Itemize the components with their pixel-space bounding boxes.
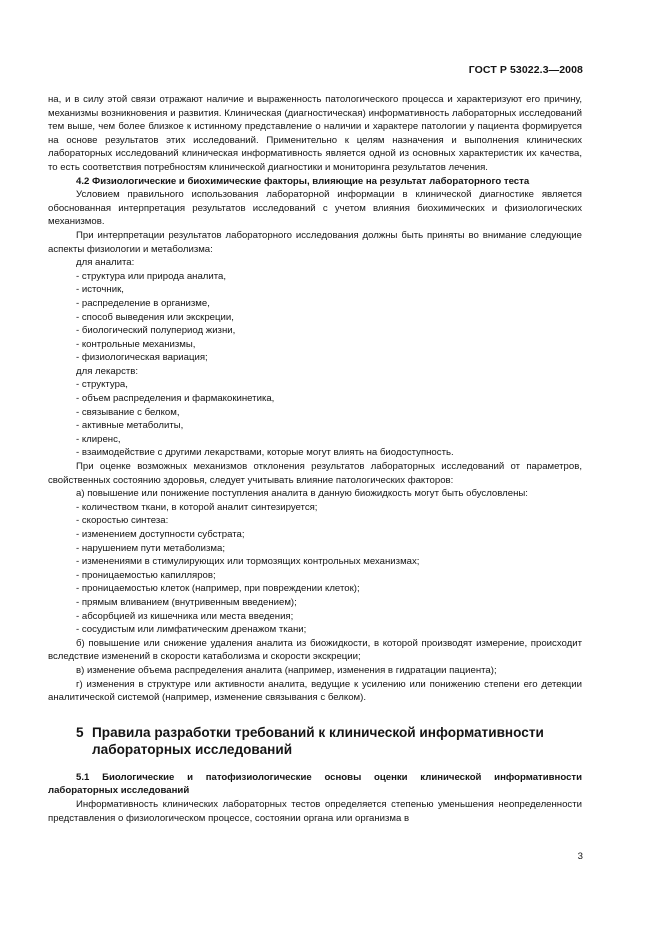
list-item: - способ выведения или экскреции, — [76, 311, 234, 323]
document-code: ГОСТ Р 53022.3—2008 — [468, 64, 583, 76]
list-item: - связывание с белком, — [76, 406, 180, 418]
list-item: - нарушением пути метаболизма; — [76, 542, 226, 554]
section-number: 5 — [76, 724, 84, 740]
list-item: - скоростью синтеза: — [76, 515, 169, 527]
paragraph: Информативность клинических лабораторных тестов определяется степенью уменьшения неопределенности представления о физиологическом процессе, состоянии органа или организма в — [48, 798, 582, 824]
subsection-heading: 4.2 Физиологические и биохимические факторы, влияющие на результат лабораторного теста — [76, 175, 530, 187]
paragraph: в) изменение объема распределения аналита (например, изменения в гидратации пациента); — [76, 664, 497, 676]
paragraph: г) изменения в структуре или активности аналита, ведущие к усилению или понижению степени его детекции аналитической системой (например, изменение связывания с белком). — [48, 678, 582, 704]
list-item: - активные метаболиты, — [76, 420, 184, 432]
list-item: - контрольные механизмы, — [76, 338, 196, 350]
section-heading — [48, 724, 582, 758]
list-item: - сосудистым или лимфатическим дренажом ткани; — [76, 624, 307, 636]
list-item: - изменениями в стимулирующих или тормозящих контрольных механизмах; — [76, 556, 420, 568]
paragraph: б) повышение или снижение удаления аналита из биожидкости, в которой производят измерение, происходит вследствие изменений в скорости катаболизма и скорости экскреции; — [48, 637, 582, 663]
list-item: - проницаемостью клеток (например, при повреждении клеток); — [76, 583, 360, 595]
paragraph: Условием правильного использования лабораторной информации в клинической диагностике является обоснованная интерпретация результатов исследований с учетом влияния биохимических и физиологических механизмов. — [48, 189, 582, 228]
list-item: - распределение в организме, — [76, 297, 210, 309]
list-item: - физиологическая вариация; — [76, 352, 208, 364]
list-heading: для лекарств: — [76, 365, 139, 377]
list-item: - взаимодействие с другими лекарствами, которые могут влиять на биодоступность. — [76, 447, 454, 459]
list-heading: для аналита: — [76, 257, 135, 269]
list-item: - клиренс, — [76, 433, 121, 445]
paragraph: а) повышение или понижение поступления аналита в данную биожидкость могут быть обусловлены: — [76, 488, 528, 500]
paragraph: При интерпретации результатов лабораторного исследования должны быть приняты во внимание следующие аспекты физиологии и метаболизма: — [48, 229, 582, 255]
list-item: - структура, — [76, 379, 128, 391]
list-item: - объем распределения и фармакокинетика, — [76, 393, 275, 405]
list-item: - биологический полупериод жизни, — [76, 325, 236, 337]
list-item: - изменением доступности субстрата; — [76, 529, 245, 540]
paragraph: на, и в силу этой связи отражают наличие и выраженность патологического процесса и характеризуют его причину, механизмы возникновения и развития. Клиническая (диагностическая) информативность лабораторных исследований тем выше, чем более близкое к истинному представление о наличии и характере патологии у пациента формируется на основе результатов этих исследований. Применительно к целям назначения и выполнения клинических лабораторных исследований клиническая информативность является одной из основных характеристик их качества, то есть соответствия потребностям клинической диагностики и мониторинга результатов лечения. — [48, 94, 582, 173]
section-title-line2: лабораторных исследований — [92, 741, 293, 757]
list-item: - структура или природа аналита, — [76, 270, 227, 282]
paragraph: При оценке возможных механизмов отклонения результатов лабораторных исследований от параметров, свойственных состоянию здоровья, следует учитывать влияние патологических факторов: — [48, 461, 582, 486]
document-body — [48, 93, 582, 825]
list-item: - источник, — [76, 284, 124, 296]
list-item: - проницаемостью капилляров; — [76, 569, 216, 581]
list-item: - количеством ткани, в которой аналит синтезируется; — [76, 501, 318, 513]
subsection-heading: 5.1 Биологические и патофизиологические основы оценки клинической информативности лабораторных исследований — [48, 771, 582, 797]
list-item: - абсорбцией из кишечника или места введения; — [76, 610, 294, 622]
page-number: 3 — [577, 851, 583, 862]
section-title-line1: Правила разработки требований к клинической информативности — [92, 724, 544, 740]
list-item: - прямым вливанием (внутривенным введением); — [76, 596, 297, 608]
